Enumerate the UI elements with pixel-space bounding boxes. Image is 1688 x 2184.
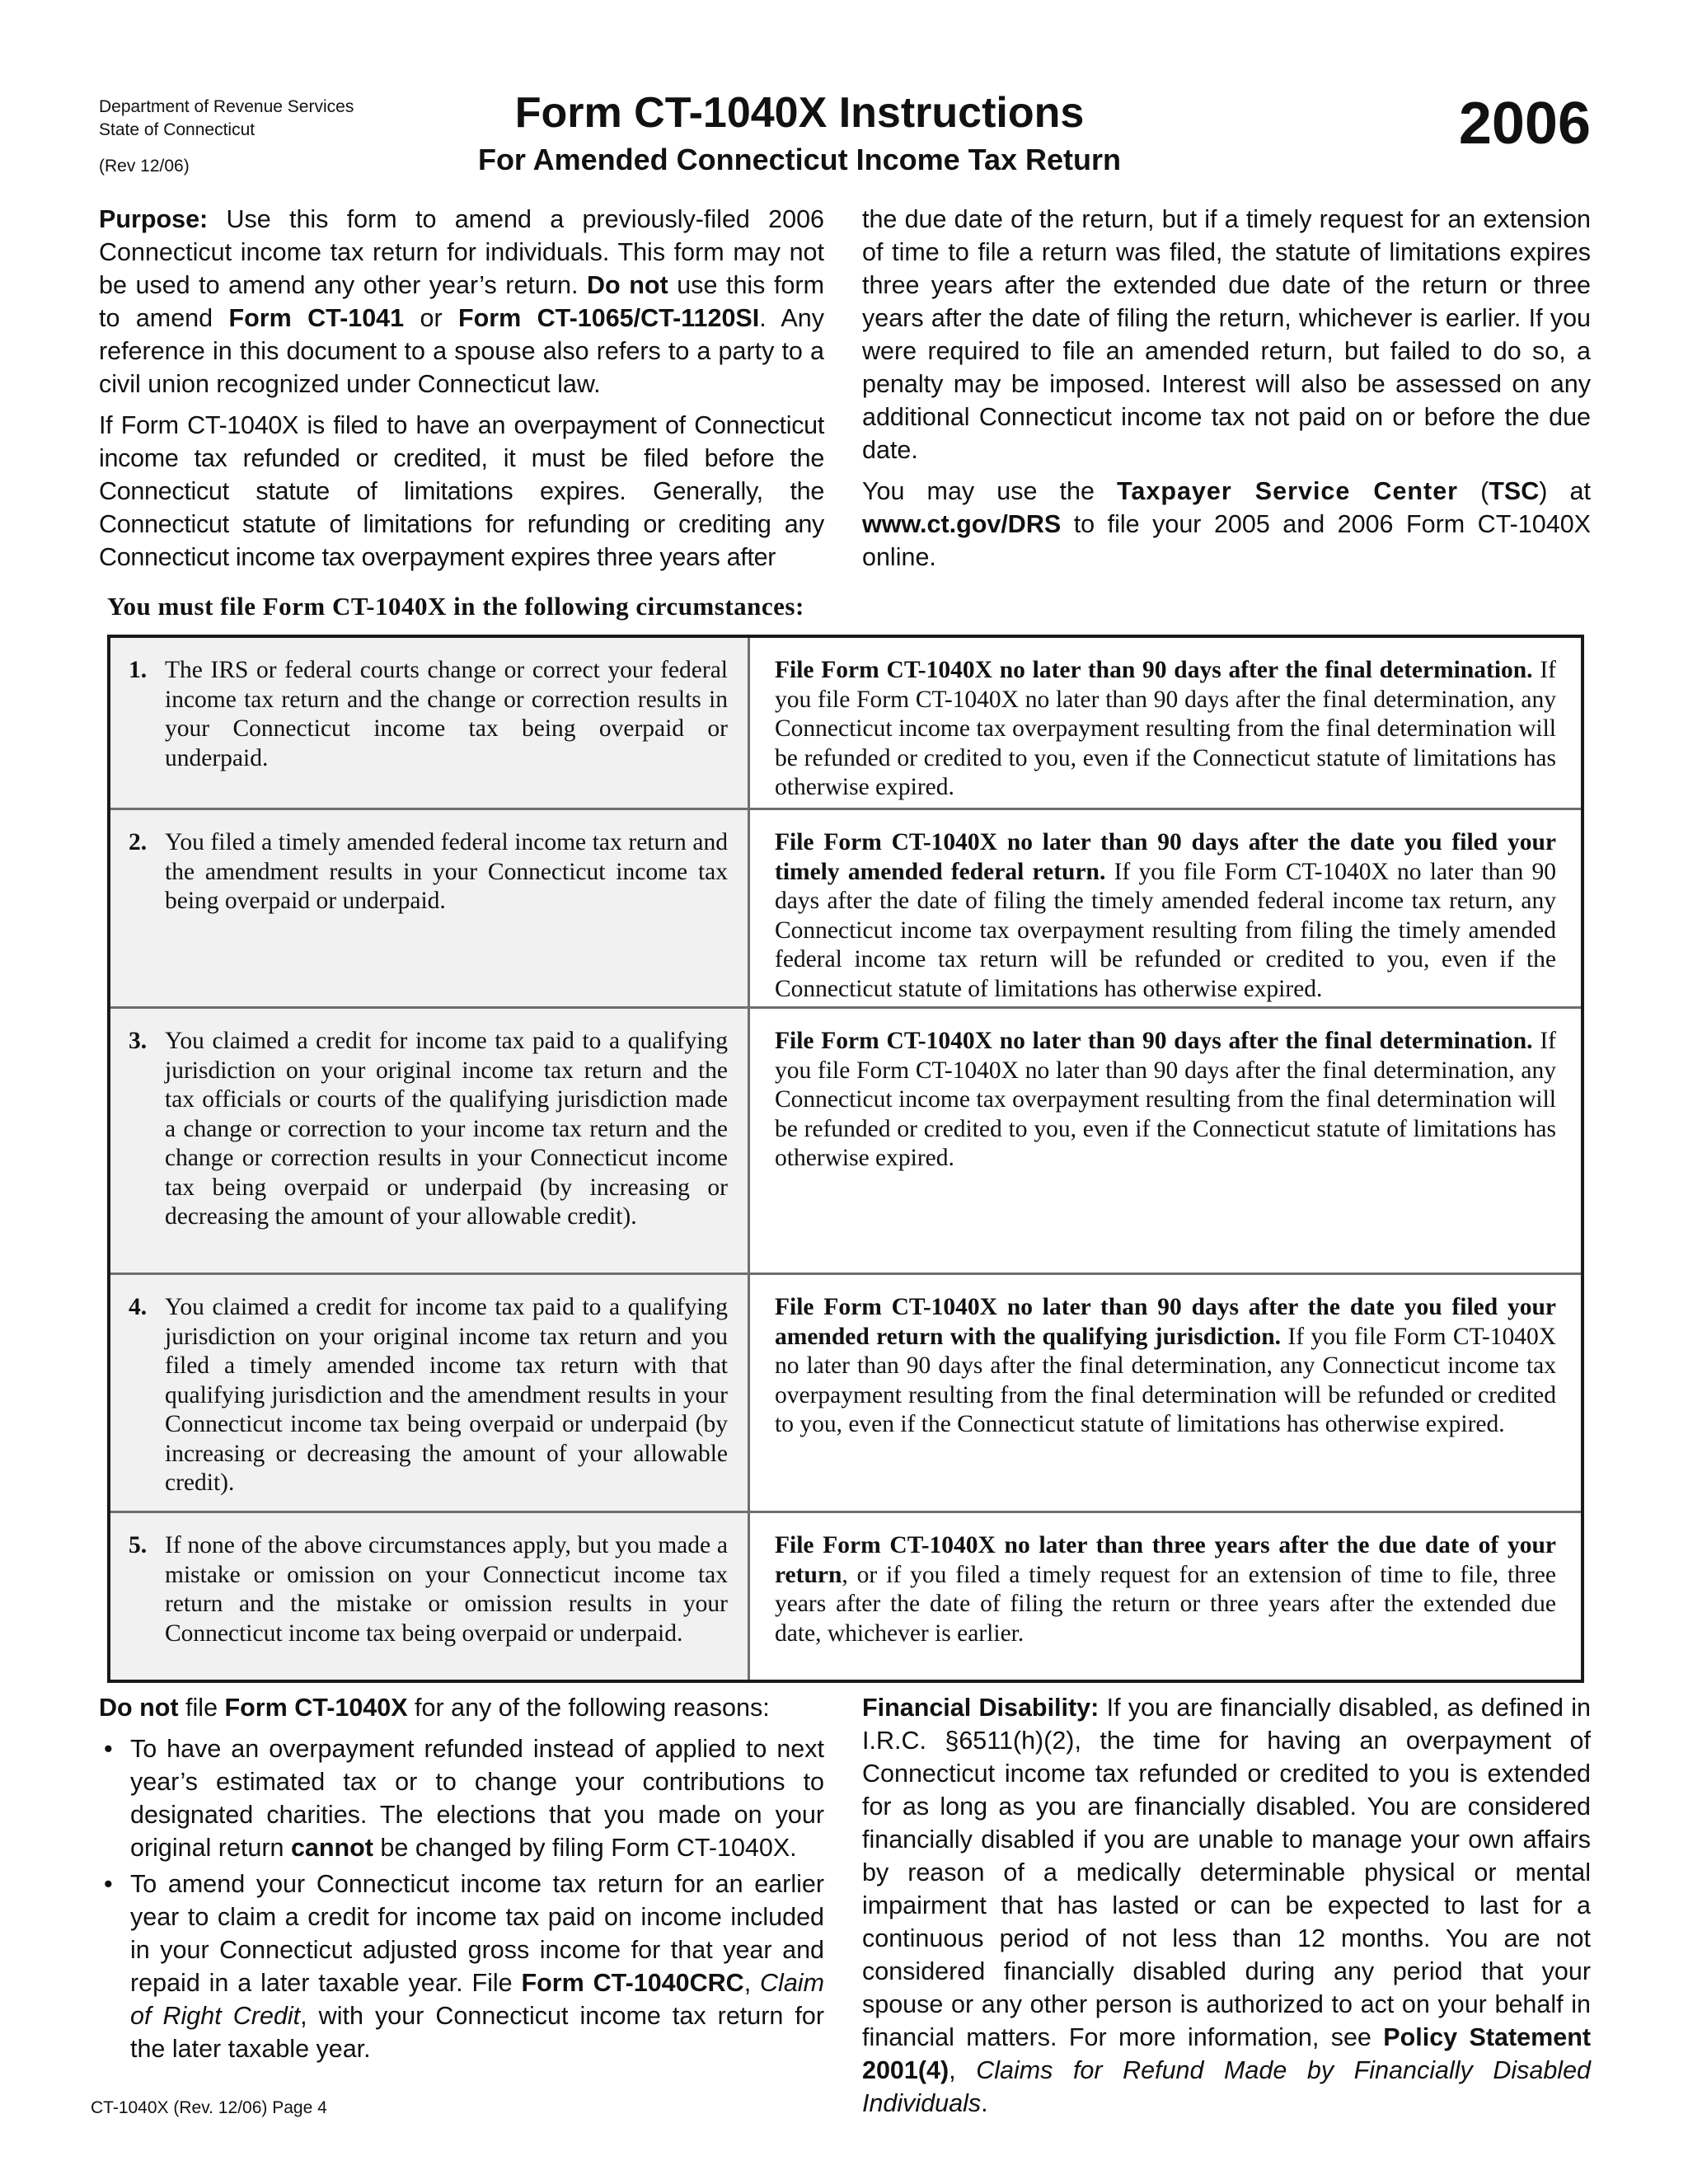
deadline-heading: File Form CT-1040X no later than 90 days after the final determination. [775,1028,1533,1054]
table-row [110,1511,1581,1680]
agency-line-2: State of Connecticut [99,120,256,139]
situation-cell [110,1009,750,1272]
deadline-text: If you file Form CT-1040X no later than 90 days after the final determination, any Connecticut income tax overpayment resulting from the final determination will be refunded or credited to you, even if the Connecticut statute of limitations has otherwise expired. [775,1028,1556,1171]
circumstances-heading: You must file Form CT-1040X in the following circumstances: [107,592,804,621]
deadline-cell [750,1009,1581,1272]
intro-right-column [862,203,1591,582]
financial-disability-section [862,1691,1591,2128]
revision-date: (Rev 12/06) [99,157,190,176]
deadline-cell [750,638,1581,808]
financial-disability-label: Financial Disability: [862,1694,1100,1722]
agency-line-1: Department of Revenue Services [99,97,354,116]
deadline-text: If you file Form CT-1040X no later than 90 days after the final determination, any Connecticut income tax overpayment resulting from the final determination will be refunded or credited to you, even if the Connecticut statute of limitations has otherwise expired. [775,1323,1556,1437]
deadline-heading: File Form CT-1040X no later than 90 days after the date you filed your amended return with the qualifying jurisdiction. [775,1294,1556,1350]
do-not-file-list [99,1732,824,2065]
table-row [110,1006,1581,1272]
situation-text: The IRS or federal courts change or correct your federal income tax return and the change or correction results in your Connecticut income tax being overpaid or underpaid. [165,657,728,771]
agency-name [99,96,478,142]
situation-cell [110,1513,750,1680]
do-not-file-heading: Do not file Form CT-1040X for any of the following reasons: [99,1694,770,1722]
situation-cell [110,1275,750,1511]
purpose-label: Purpose: [99,205,209,233]
do-not-file-section [99,1691,824,2069]
page-subtitle: For Amended Connecticut Income Tax Return [477,143,1122,176]
deadline-heading: File Form CT-1040X no later than 90 days after the final determination. [775,657,1533,683]
deadline-cell [750,810,1581,1006]
deadline-heading: File Form CT-1040X no later than 90 days after the date you filed your timely amended federal return. [775,829,1556,885]
tsc-name: Taxpayer Service Center [1117,477,1459,505]
item-number: 5. [129,1532,148,1558]
deadline-heading: File Form CT-1040X no later than three years after the due date of your return [775,1532,1556,1588]
drs-website-link[interactable]: www.ct.gov/DRS [862,510,1062,538]
list-item: • To have an overpayment refunded instead of applied to next year’s estimated tax or to change your contributions to designated charities. The elections that you made on your original return cannot be changed by filing Form CT-1040X. [99,1732,824,1864]
page-title: Form CT-1040X Instructions [514,89,1085,137]
item-number: 3. [129,1028,148,1054]
situation-text: You filed a timely amended federal income tax return and the amendment results in your Connecticut income tax being overpaid or underpaid. [165,829,728,914]
table-row [110,638,1581,808]
situation-cell [110,638,750,808]
table-row [110,1272,1581,1511]
deadline-cell [750,1275,1581,1511]
policy-statement-ref: Policy Statement 2001(4) [862,2023,1592,2084]
deadline-text: If you file Form CT-1040X no later than 90 days after the final determination, any Connecticut income tax overpayment resulting from the final determination will be refunded or credited to you, even if the Connecticut statute of limitations has otherwise expired. [775,657,1556,800]
list-item: • To amend your Connecticut income tax return for an earlier year to claim a credit for income tax paid on income included in your Connecticut adjusted gross income for that year and repaid in a later taxable year. File Form CT-1040CRC, Claim of Right Credit, with your Connecticut income tax return for the later taxable year. [99,1868,824,2065]
item-number: 2. [129,829,148,855]
tax-year: 2006 [1458,91,1591,157]
financial-disability-paragraph: Financial Disability: If you are financially disabled, as defined in I.R.C. §6511(h)(2), the time for having an overpayment of Connecticut income tax refunded or credited to you is extended for as long as you are financially disabled. You are considered financially disabled if you are unable to manage your own affairs by reason of a medically determinable physical or mental impairment that has lasted or can be expected to last for a continuous period of not less than 12 months. You are not considered financially disabled during any period that your spouse or any other person is authorized to act on your behalf in financial matters. For more information, see Policy Statement 2001(4), Claims for Refund Made by Financially Disabled Individuals. [862,1694,1592,2117]
deadline-text: If you file Form CT-1040X no later than 90 days after the date of filing the timely amended federal income tax return, any Connecticut income tax overpayment resulting from filing the timely amended federal income tax return will be refunded or credited to you, even if the Connecticut statute of limitations has otherwise expired. [775,858,1556,1002]
table-row [110,808,1581,1006]
intro-left-column [99,203,824,582]
statute-paragraph: the due date of the return, but if a timely request for an extension of time to file a return was filed, the statute of limitations expires three years after the extended due date of the return or three years after the date of filing the return, whichever is earlier. If you were required to file an amended return, but failed to do so, a penalty may be imposed. Interest will also be assessed on any additional Connecticut income tax not paid on or before the due date. [862,205,1591,464]
situation-text: You claimed a credit for income tax paid to a qualifying jurisdiction on your original income tax return and the tax officials or courts of the qualifying jurisdiction made a change or correction to your income tax return and the change or correction results in your Connecticut income tax being overpaid or underpaid (by increasing or decreasing the amount of your allowable credit). [165,1028,728,1230]
situation-text: If none of the above circumstances apply, but you made a mistake or omission on your Connecticut income tax return and the mistake or omission results in your Connecticut income tax being overpaid or underpaid. [165,1532,728,1647]
overpayment-paragraph: If Form CT-1040X is filed to have an overpayment of Connecticut income tax refunded or credited, it must be filed before the Connecticut statute of limitations expires. Generally, the Connecticut statute of limitations for refunding or crediting any Connecticut income tax overpayment expires three years after [99,411,824,571]
deadline-text: , or if you filed a timely request for an extension of time to file, three years after the date of filing the return or three years after the extended due date, whichever is earlier. [775,1561,1556,1647]
page-footer: CT-1040X (Rev. 12/06) Page 4 [91,2098,327,2117]
circumstances-table [107,635,1584,1683]
situation-text: You claimed a credit for income tax paid to a qualifying jurisdiction on your original income tax return and you filed a timely amended income tax return with that qualifying jurisdiction and the amendment results in your Connecticut income tax being overpaid or underpaid (by increasing or decreasing the amount of your allowable credit). [165,1294,728,1496]
situation-cell [110,810,750,1006]
item-number: 4. [129,1294,148,1320]
purpose-paragraph: Purpose: Use this form to amend a previously-filed 2006 Connecticut income tax return for individuals. This form may not be used to amend any other year’s return. Do not use this form to amend Form CT-1041 or Form CT-1065/CT-1120SI. Any reference in this document to a spouse also refers to a party to a civil union recognized under Connecticut law. [99,205,824,398]
deadline-cell [750,1513,1581,1680]
tsc-paragraph: You may use the Taxpayer Service Center (TSC) at www.ct.gov/DRS to file your 2005 and 2006 Form CT-1040X online. [862,477,1591,571]
item-number: 1. [129,657,148,683]
